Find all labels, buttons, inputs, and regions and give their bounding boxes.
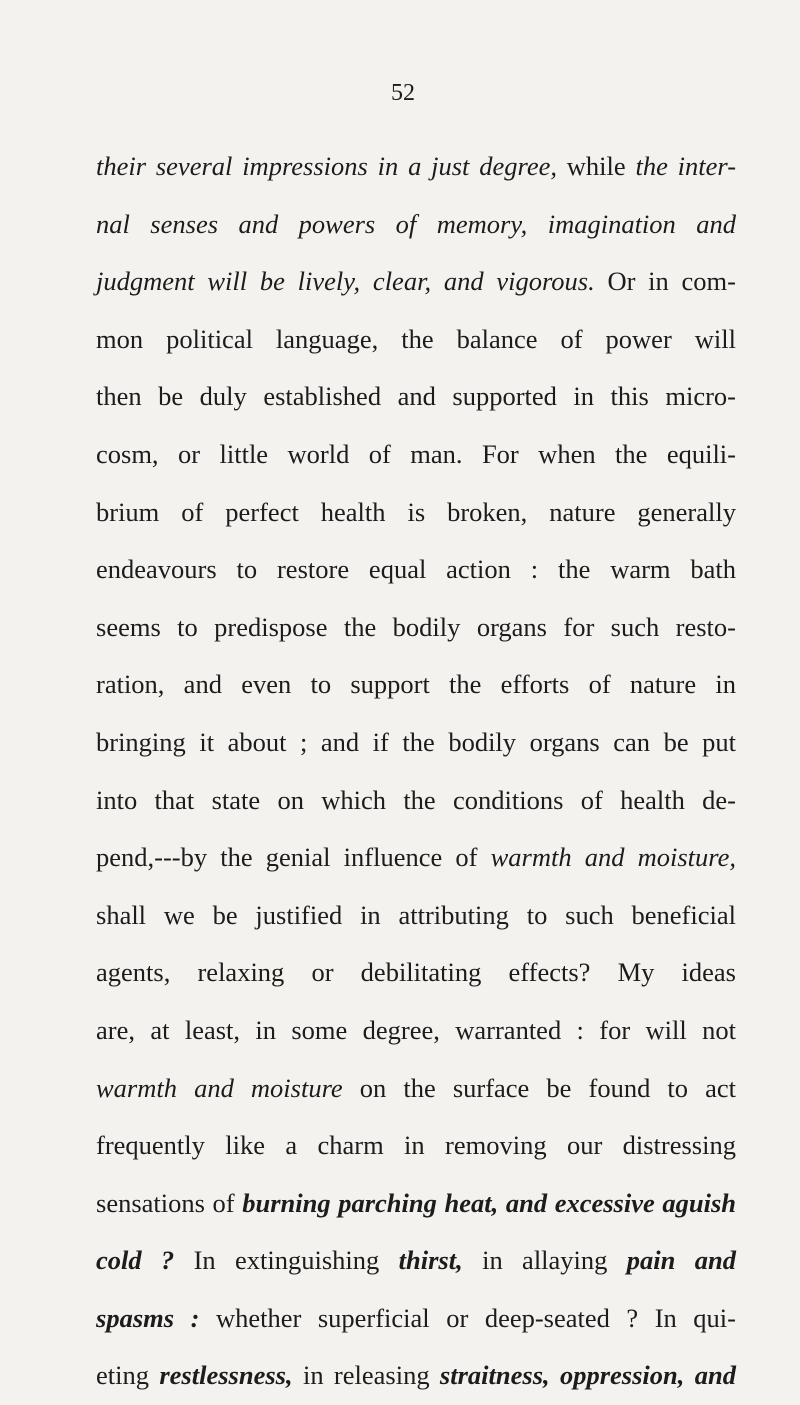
text-line [96, 253, 736, 311]
text-run: In extinguishing [174, 1245, 399, 1276]
text-line [96, 426, 736, 484]
text-run: shall we be justified in attributing to such beneficial [96, 899, 736, 930]
emphasized-phrase: pain and [626, 1245, 736, 1276]
text-run: agents, relaxing or debilitating effects? My ideas [96, 957, 736, 988]
text-line [96, 714, 736, 772]
text-line [96, 772, 736, 830]
text-line [96, 1347, 736, 1405]
page-number: 52 [391, 80, 415, 106]
text-run: cosm, or little world of man. For when the equili- [96, 438, 736, 469]
emphasized-phrase: restlessness, [159, 1360, 293, 1391]
text-line [96, 1175, 736, 1233]
text-run: eting [96, 1360, 160, 1391]
italic-phrase: the inter- [635, 151, 737, 181]
italic-phrase: judgment will be lively, clear, and vigorous. [96, 266, 595, 297]
text-line [96, 311, 736, 369]
text-line [96, 484, 736, 542]
text-run: Or in com- [594, 266, 736, 297]
body-text [96, 138, 736, 1405]
text-run: then be duly established and supported in this micro- [96, 381, 736, 412]
text-run: whether superficial or deep-seated ? In qui- [199, 1302, 736, 1333]
text-run: ration, and even to support the efforts of nature in [96, 669, 736, 700]
text-line [96, 1290, 736, 1348]
text-line [96, 368, 736, 426]
text-line [96, 196, 736, 254]
text-line [96, 1232, 736, 1290]
text-line [96, 829, 736, 887]
text-run: on the surface be found to act [342, 1072, 736, 1103]
emphasized-phrase: cold ? [96, 1245, 175, 1276]
text-run: bringing it about ; and if the bodily organs can be put [96, 726, 736, 757]
text-run: pend,---by the genial influence of [96, 842, 491, 873]
text-run: into that state on which the conditions of health de- [96, 784, 736, 815]
text-line [96, 1117, 736, 1175]
text-line [96, 1060, 736, 1118]
italic-phrase: warmth and moisture, [490, 842, 736, 873]
emphasized-phrase: spasms : [96, 1302, 200, 1333]
text-run: seems to predispose the bodily organs for such resto- [96, 611, 736, 642]
text-run: mon political language, the balance of power will [96, 323, 736, 354]
text-run: are, at least, in some degree, warranted : for will not [96, 1014, 736, 1045]
emphasized-phrase: burning parching heat, and excessive aguish [242, 1187, 736, 1218]
emphasized-phrase: thirst, [398, 1245, 463, 1276]
emphasized-phrase: straitness, oppression, and [439, 1360, 736, 1391]
text-run: endeavours to restore equal action : the warm bath [96, 554, 736, 585]
text-line [96, 138, 736, 196]
text-run: brium of perfect health is broken, nature generally [96, 496, 736, 527]
text-line [96, 599, 736, 657]
text-line [96, 887, 736, 945]
text-run: frequently like a charm in removing our distressing [96, 1130, 736, 1161]
text-line [96, 656, 736, 714]
italic-phrase: their several impressions in a just degree, [96, 151, 557, 181]
text-run: sensations of [96, 1187, 243, 1218]
text-line [96, 541, 736, 599]
text-run: while [556, 151, 636, 181]
text-run: in releasing [292, 1360, 440, 1391]
text-line [96, 944, 736, 1002]
text-run: in allaying [462, 1245, 627, 1276]
italic-phrase: nal senses and powers of memory, imagination and [96, 208, 736, 239]
text-line [96, 1002, 736, 1060]
italic-phrase: warmth and moisture [96, 1072, 343, 1103]
